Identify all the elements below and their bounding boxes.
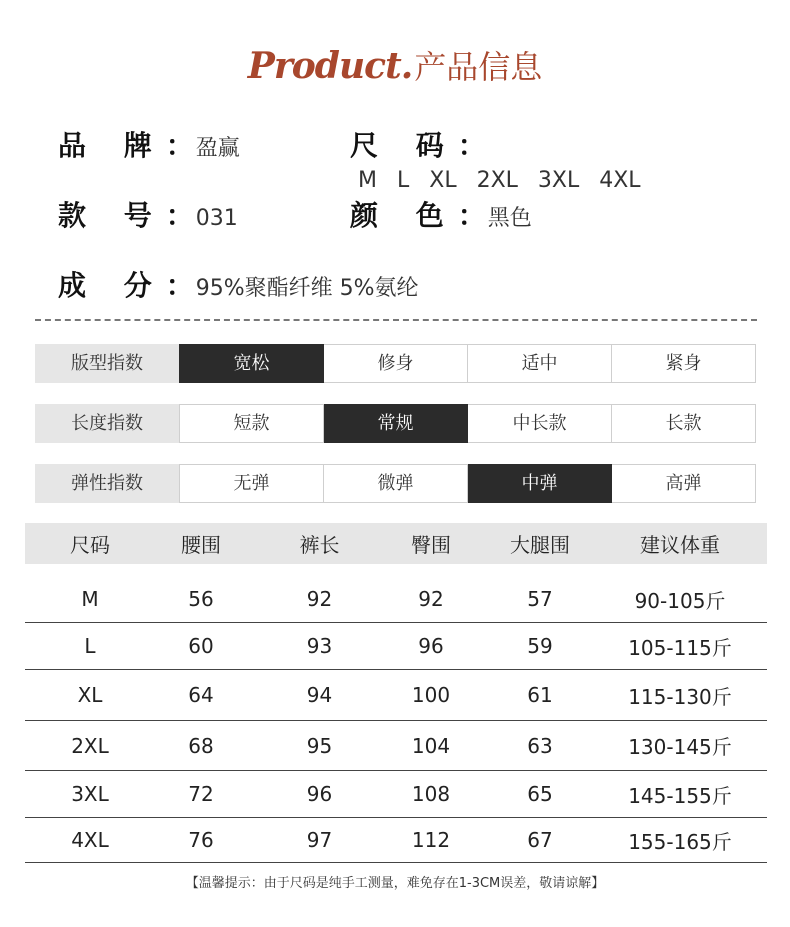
table-cell: 65 [527,782,553,806]
table-cell: 59 [527,634,553,658]
length-option: 短款 [179,404,324,443]
length-option: 长款 [612,404,756,443]
table-cell: 112 [411,828,451,852]
table-cell: 100 [411,683,451,707]
table-cell: 93 [306,634,333,658]
fit-index-label: 版型指数 [35,344,179,383]
elasticity-option: 中弹 [468,464,612,503]
brand-value: 盈赢 [195,136,240,161]
table-cell: 97 [306,828,333,852]
size-option: 4XL [599,168,641,193]
table-row [25,623,767,670]
table-cell: 57 [527,587,553,611]
brand-info [58,124,240,164]
table-body [25,576,767,863]
table-cell: 2XL [71,733,109,758]
header-cell: 裤长 [299,533,340,557]
table-cell: 72 [188,782,214,806]
table-cell: 145-155斤 [628,783,732,808]
title-chinese: 产品信息 [414,48,543,86]
elasticity-index-row [35,464,756,503]
size-option: 2XL [476,168,518,193]
table-cell: 94 [306,683,333,707]
length-index-label: 长度指数 [35,404,179,443]
fit-option: 宽松 [179,344,324,383]
material-value: 95%聚酯纤维 5%氨纶 [195,276,419,301]
table-cell: 96 [306,782,333,806]
color-value: 黑色 [487,206,532,231]
length-index-row [35,404,756,443]
table-header [25,523,767,564]
title-script: Product. [247,45,413,87]
table-cell: 130-145斤 [628,735,732,759]
table-row [25,721,767,771]
header-cell: 尺码 [70,533,110,557]
table-cell: 90-105斤 [634,588,726,613]
fit-option: 修身 [324,344,468,383]
material-info [58,264,419,304]
elasticity-index-label: 弹性指数 [35,464,179,503]
length-option: 中长款 [468,404,612,443]
table-cell: 61 [527,683,553,707]
divider [35,319,757,321]
table-cell: 60 [188,634,214,658]
elasticity-option: 无弹 [179,464,324,503]
table-cell: 104 [411,733,451,758]
page-title [0,42,790,88]
table-cell: 108 [411,782,451,806]
table-cell: 155-165斤 [628,829,732,854]
fit-index-row [35,344,756,383]
table-cell: 105-115斤 [628,635,732,660]
table-row [25,818,767,863]
model-value: 031 [195,206,238,231]
header-cell: 腰围 [181,533,221,557]
size-list [350,168,661,193]
size-label: 尺 码： [350,129,486,162]
table-cell: 92 [418,587,444,611]
table-cell: 115-130斤 [628,684,732,709]
size-option: 3XL [537,168,580,193]
table-cell: 76 [188,828,214,852]
size-info [350,124,790,194]
size-table [25,523,767,863]
table-cell: 4XL [71,828,109,852]
table-cell: 68 [188,733,214,758]
color-info [350,194,532,234]
table-cell: 63 [527,733,553,758]
size-option: L [396,168,410,193]
fit-option: 紧身 [612,344,756,383]
table-cell: L [84,634,96,658]
table-cell: M [81,587,99,611]
elasticity-option: 高弹 [612,464,756,503]
elasticity-option: 微弹 [324,464,468,503]
size-option: XL [429,168,457,193]
table-row [25,576,767,623]
table-cell: 67 [527,828,553,852]
table-row [25,771,767,818]
header-cell: 建议体重 [640,533,720,557]
color-label: 颜 色： [350,199,486,232]
header-cell: 臀围 [411,533,451,557]
table-cell: 96 [418,634,444,658]
table-cell: 92 [306,587,333,611]
brand-label: 品 牌： [58,129,194,162]
table-cell: 3XL [71,782,109,806]
fit-option: 适中 [468,344,612,383]
length-option: 常规 [324,404,468,443]
model-info [58,194,238,234]
table-cell: 64 [188,683,214,707]
table-cell: 95 [306,733,333,758]
size-option: M [358,168,377,193]
header-cell: 大腿围 [510,533,570,557]
table-row [25,670,767,721]
table-cell: XL [77,683,103,707]
table-cell: 56 [188,587,214,611]
model-label: 款 号： [58,199,194,232]
material-label: 成 分： [58,269,194,302]
tip-text: 【温馨提示：由于尺码是纯手工测量，难免存在1-3CM误差，敬请谅解】 [185,876,605,891]
